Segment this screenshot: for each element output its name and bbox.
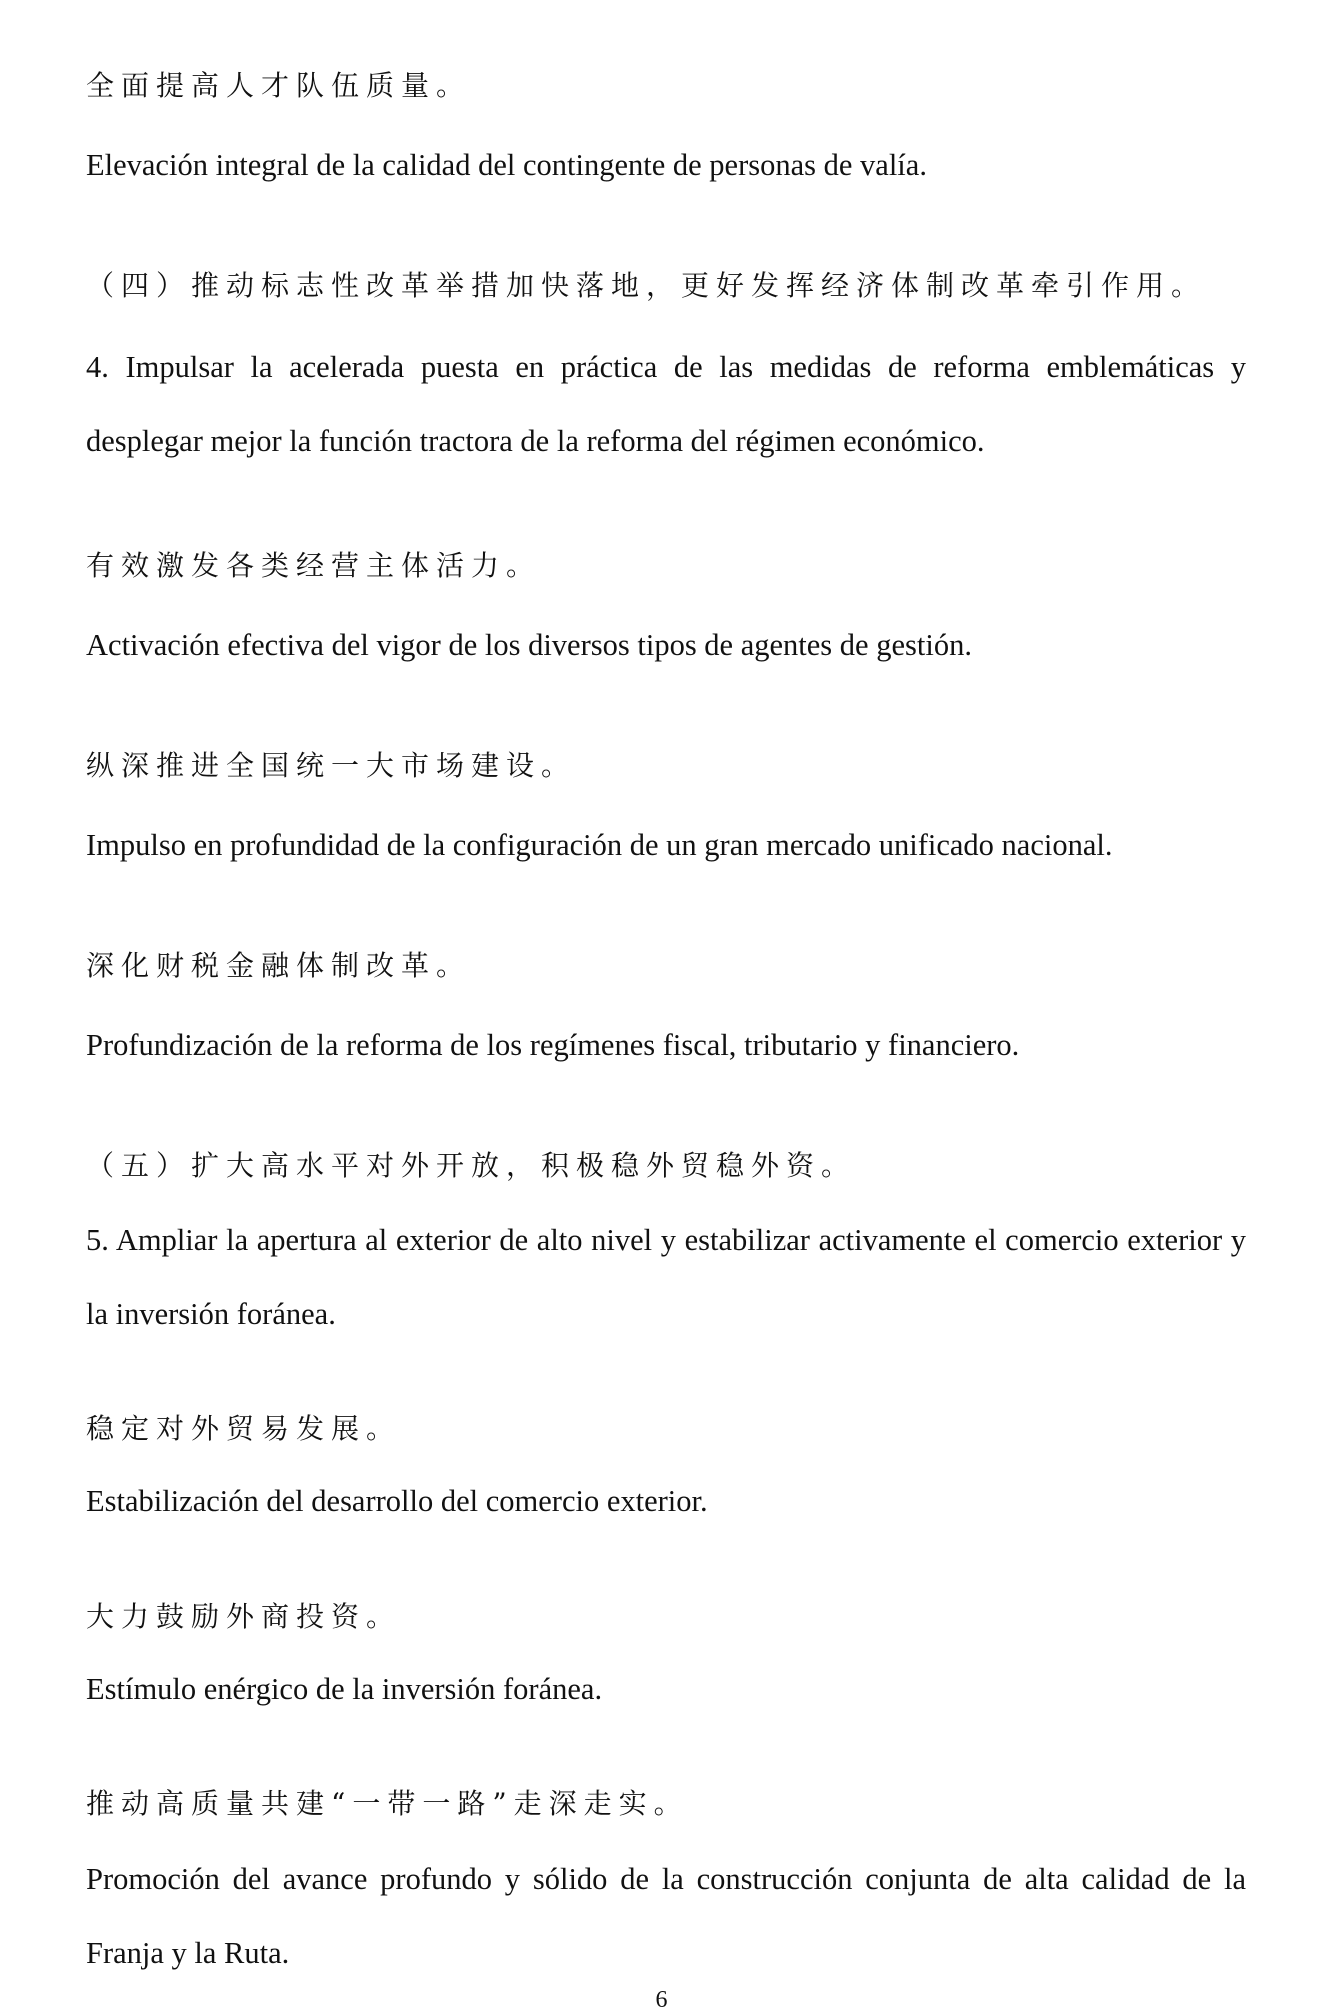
spanish-translation: Estímulo enérgico de la inversión foránea. — [86, 1672, 603, 1706]
spanish-translation: Activación efectiva del vigor de los diversos tipos de agentes de gestión. — [86, 628, 972, 662]
chinese-line: 大力鼓励外商投资。 — [86, 1600, 402, 1633]
spanish-translation: Promoción del avance profundo y sólido de la construcción conjunta de alta calidad de la Franja y la Ruta. — [86, 1862, 1246, 1970]
section-heading-spanish: 5. Ampliar la apertura al exterior de alto nivel y estabilizar activamente el comercio exterior y la inversión foránea. — [86, 1223, 1246, 1331]
spanish-translation: Estabilización del desarrollo del comercio exterior. — [86, 1484, 708, 1518]
section-heading-spanish: 4. Impulsar la acelerada puesta en práctica de las medidas de reforma emblemáticas y desplegar mejor la función tractora de la reforma del régimen económico. — [86, 350, 1246, 458]
chinese-line: 推动高质量共建“一带一路”走深走实。 — [86, 1787, 689, 1820]
chinese-line: 全面提高人才队伍质量。 — [86, 69, 472, 102]
chinese-line: 纵深推进全国统一大市场建设。 — [86, 749, 577, 782]
section-heading-chinese: （四）推动标志性改革举措加快落地，更好发挥经济体制改革牵引作用。 — [86, 269, 1207, 302]
page-number: 6 — [655, 1987, 668, 2013]
chinese-line: 深化财税金融体制改革。 — [86, 949, 472, 982]
spanish-translation: Elevación integral de la calidad del contingente de personas de valía. — [86, 148, 927, 182]
chinese-line: 稳定对外贸易发展。 — [86, 1412, 402, 1445]
spanish-translation: Profundización de la reforma de los regímenes fiscal, tributario y financiero. — [86, 1028, 1020, 1062]
spanish-translation: Impulso en profundidad de la configuración de un gran mercado unificado nacional. — [86, 828, 1113, 862]
section-heading-chinese: （五）扩大高水平对外开放，积极稳外贸稳外资。 — [86, 1149, 857, 1182]
chinese-line: 有效激发各类经营主体活力。 — [86, 549, 542, 582]
